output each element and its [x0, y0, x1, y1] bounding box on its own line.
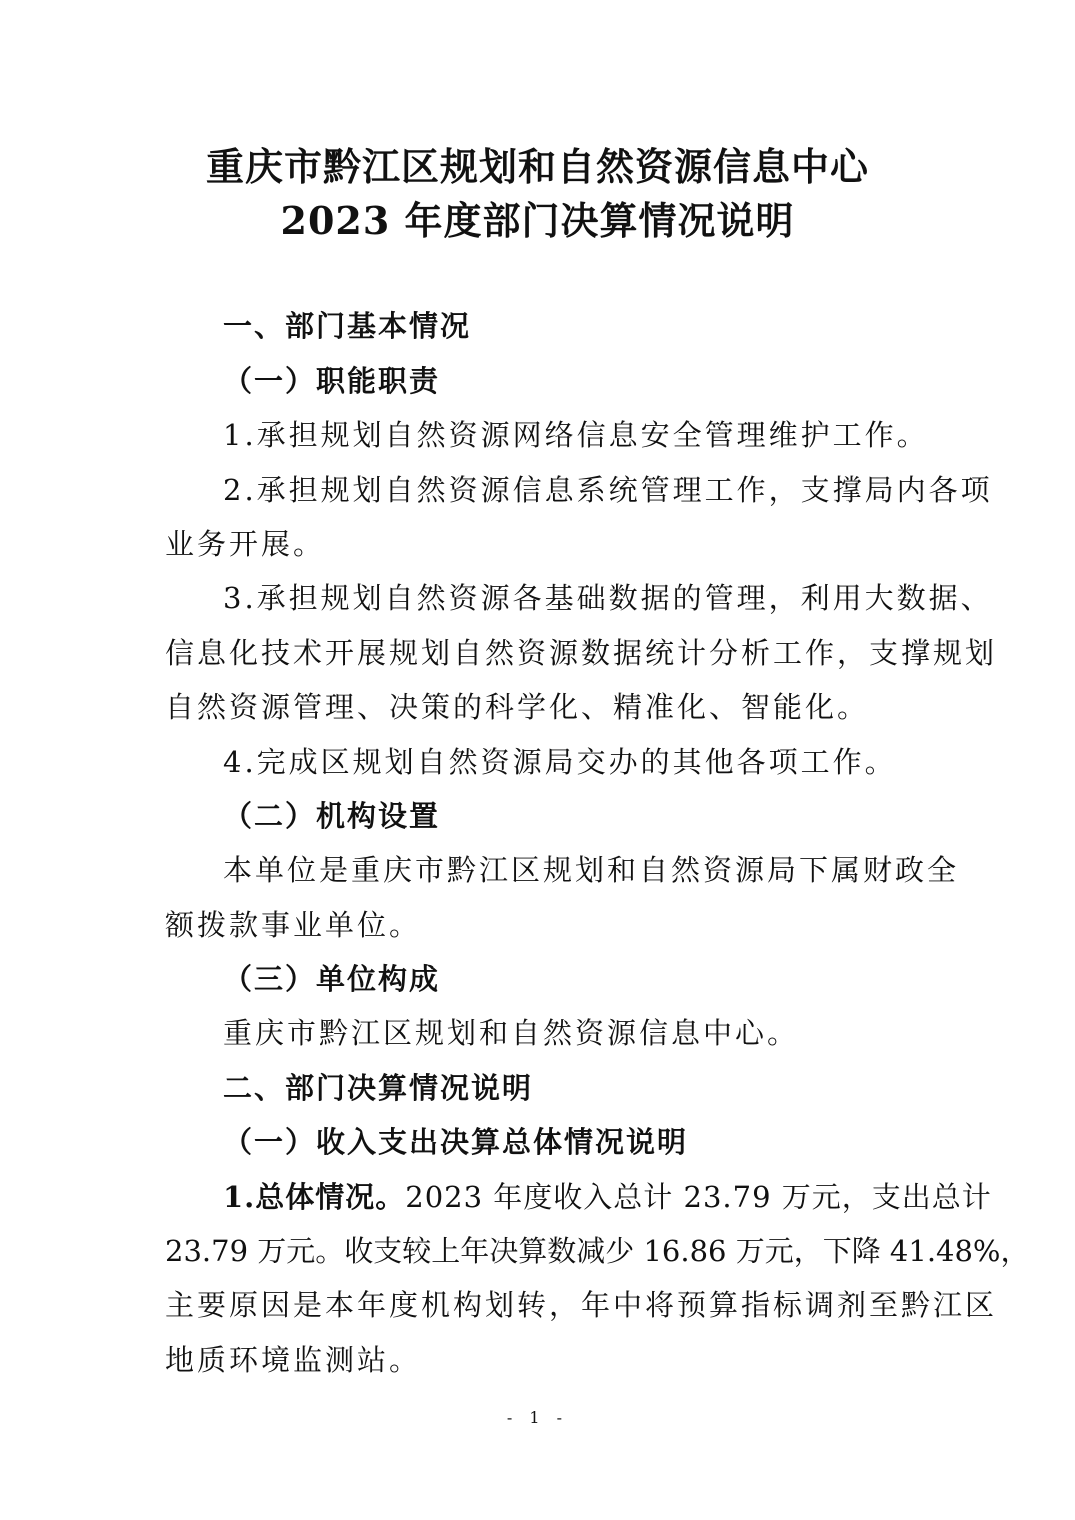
org-setup-line1: 本单位是重庆市黔江区规划和自然资源局下属财政全: [223, 853, 960, 887]
duty-item-3-line1: 3.承担规划自然资源各基础数据的管理，利用大数据、: [223, 581, 993, 615]
overall-para-line1: [223, 1177, 992, 1217]
org-setup-line2: 额拨款事业单位。: [165, 908, 422, 942]
overall-para-line4: 地质环境监测站。: [165, 1343, 422, 1377]
section2-sub1-heading: （一）收入支出决算总体情况说明: [223, 1125, 689, 1159]
duty-item-3-line2: 信息化技术开展规划自然资源数据统计分析工作，支撑规划: [165, 636, 998, 670]
duty-item-2-line1: 2.承担规划自然资源信息系统管理工作，支撑局内各项: [223, 473, 993, 507]
overall-para-line2: 23.79 万元。收支较上年决算数减少 16.86 万元，下降 41.48%，: [165, 1234, 1030, 1268]
overall-para-line3: 主要原因是本年度机构划转，年中将预算指标调剂至黔江区: [165, 1288, 998, 1322]
section1-sub3-heading: （三）单位构成: [223, 962, 441, 996]
duty-item-3-line3: 自然资源管理、决策的科学化、精准化、智能化。: [165, 690, 870, 724]
duty-item-4: 4.完成区规划自然资源局交办的其他各项工作。: [223, 745, 897, 779]
section1-sub2-heading: （二）机构设置: [223, 799, 441, 833]
document-title-line2: 2023 年度部门决算情况说明: [280, 198, 795, 243]
section1-sub1-heading: （一）职能职责: [223, 364, 441, 398]
duty-item-2-line2: 业务开展。: [165, 527, 326, 561]
section1-heading: 一、部门基本情况: [223, 309, 472, 343]
unit-composition: 重庆市黔江区规划和自然资源信息中心。: [223, 1016, 800, 1050]
section2-heading: 二、部门决算情况说明: [223, 1071, 534, 1105]
page-number: - 1 -: [506, 1408, 569, 1427]
duty-item-1: 1.承担规划自然资源网络信息安全管理维护工作。: [223, 418, 929, 452]
overall-para-line1-text: 2023 年度收入总计 23.79 万元，支出总计: [405, 1180, 992, 1214]
overall-label: 1.总体情况。: [223, 1180, 406, 1214]
document-title-line1: 重庆市黔江区规划和自然资源信息中心: [205, 144, 869, 189]
